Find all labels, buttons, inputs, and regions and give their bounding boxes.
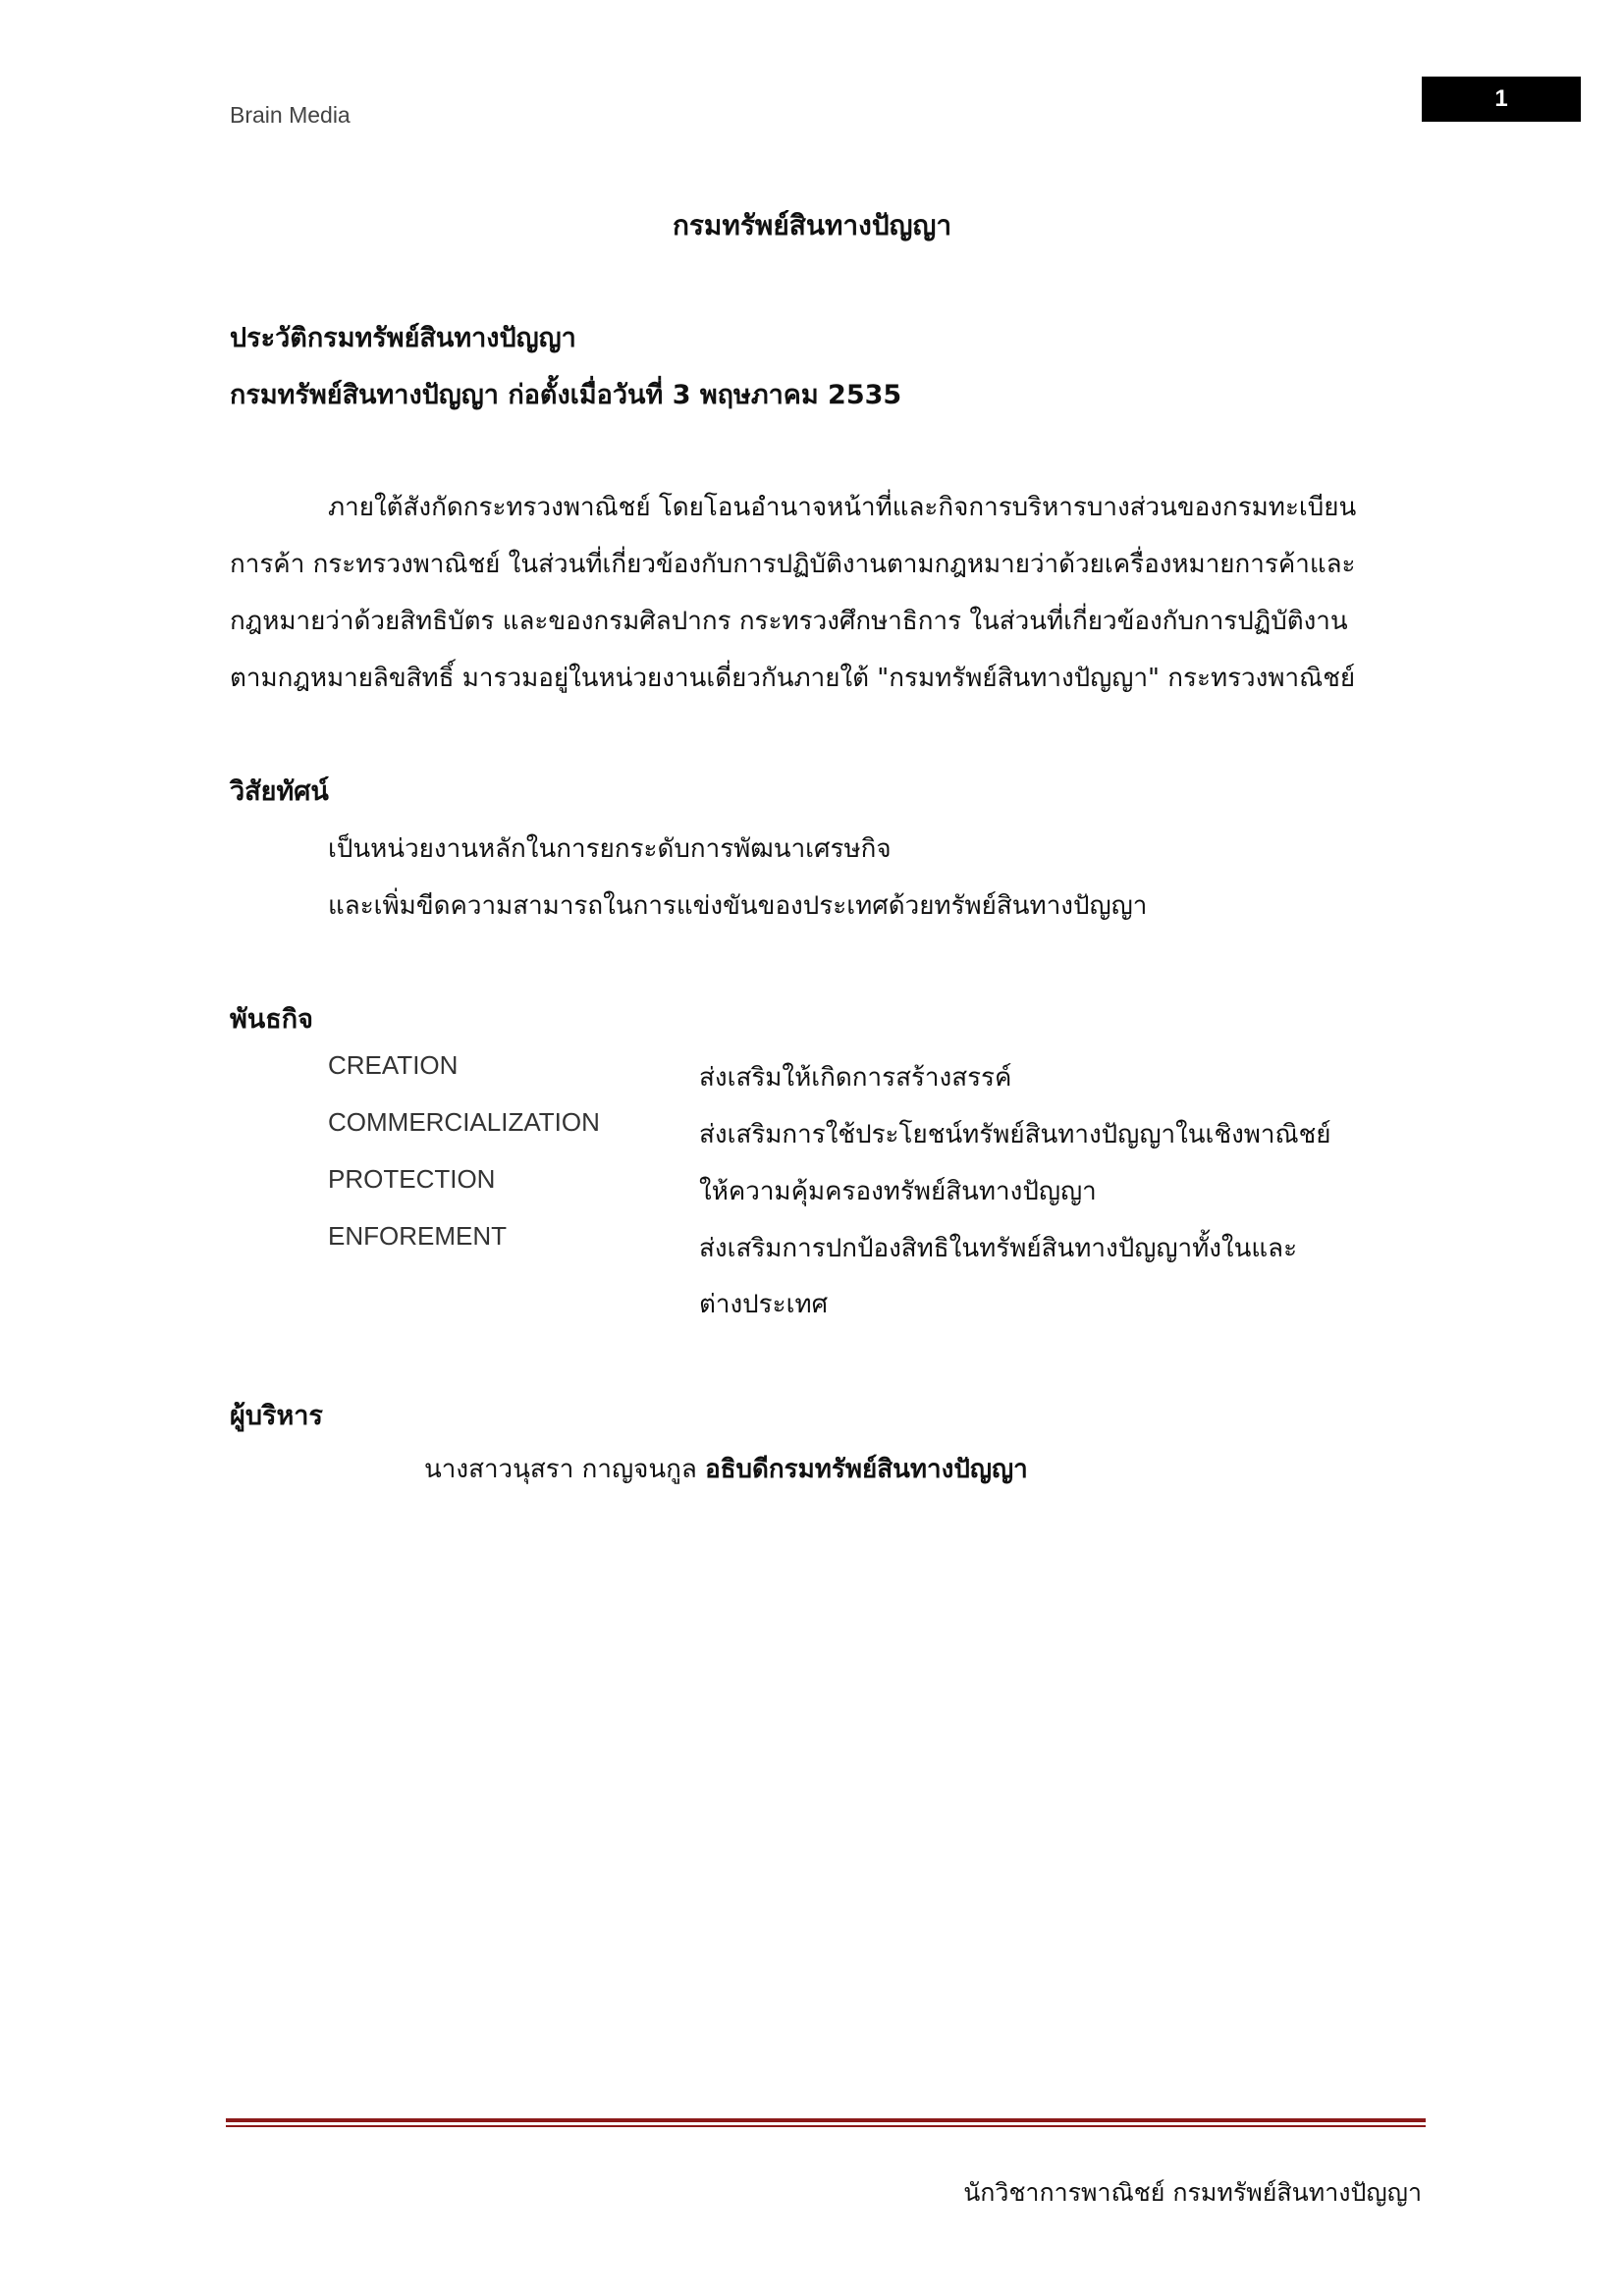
footer-divider — [226, 2125, 1426, 2127]
header-brand-label: Brain Media — [230, 102, 351, 128]
vision-heading: วิสัยทัศน์ — [230, 776, 329, 807]
mission-desc-line: ต่างประเทศ — [699, 1290, 829, 1319]
mission-item — [328, 1164, 1408, 1220]
mission-item — [328, 1050, 1408, 1106]
page-number-badge — [1422, 77, 1581, 122]
paragraph-line: ภายใต้สังกัดกระทรวงพาณิชย์ โดยโอนอำนาจหน้าที่และกิจการบริหารบางส่วนของกรมทะเบียน — [328, 493, 1357, 522]
executive-position: อธิบดีกรมทรัพย์สินทางปัญญา — [705, 1455, 1028, 1484]
paragraph-line: ตามกฎหมายลิขสิทธิ์ มารวมอยู่ในหน่วยงานเดี่ยวกันภายใต้ "กรมทรัพย์สินทางปัญญา" กระทรวงพาณิชย์ — [230, 664, 1356, 693]
vision-line: เป็นหน่วยงานหลักในการยกระดับการพัฒนาเศรษกิจ — [328, 834, 892, 864]
mission-desc — [699, 1221, 1408, 1333]
mission-key: CREATION — [328, 1050, 459, 1080]
vision-line: และเพิ่มขีดความสามารถในการแข่งขันของประเทศด้วยทรัพย์สินทางปัญญา — [328, 891, 1148, 921]
page-title: กรมทรัพย์สินทางปัญญา — [672, 209, 952, 241]
page-number: 1 — [1494, 85, 1508, 112]
history-subheading: กรมทรัพย์สินทางปัญญา ก่อตั้งเมื่อวันที่ 3 พฤษภาคม 2535 — [230, 380, 902, 410]
history-heading: ประวัติกรมทรัพย์สินทางปัญญา — [230, 323, 576, 353]
mission-desc-line: ส่งเสริมการปกป้องสิทธิในทรัพย์สินทางปัญญาทั้งในและ — [699, 1234, 1298, 1263]
mission-item — [328, 1107, 1408, 1163]
executive-line — [424, 1449, 1028, 1489]
mission-item — [328, 1221, 1408, 1333]
executive-heading: ผู้บริหาร — [230, 1401, 323, 1431]
footer-text: นักวิชาการพาณิชย์ กรมทรัพย์สินทางปัญญา — [963, 2178, 1422, 2207]
history-paragraph — [230, 479, 1408, 707]
executive-name: นางสาวนุสรา กาญจนกูล — [424, 1455, 697, 1484]
mission-desc: ส่งเสริมการใช้ประโยชน์ทรัพย์สินทางปัญญาในเชิงพาณิชย์ — [699, 1120, 1331, 1149]
mission-key: ENFOREMENT — [328, 1221, 507, 1251]
mission-key: PROTECTION — [328, 1164, 496, 1194]
footer-divider — [226, 2118, 1426, 2122]
mission-desc: ส่งเสริมให้เกิดการสร้างสรรค์ — [699, 1063, 1012, 1093]
mission-key: COMMERCIALIZATION — [328, 1107, 600, 1137]
paragraph-line: กฎหมายว่าด้วยสิทธิบัตร และของกรมศิลปากร กระทรวงศึกษาธิการ ในส่วนที่เกี่ยวข้องกับการปฏิบัติงาน — [230, 607, 1348, 636]
mission-desc: ให้ความคุ้มครองทรัพย์สินทางปัญญา — [699, 1177, 1097, 1206]
paragraph-line: การค้า กระทรวงพาณิชย์ ในส่วนที่เกี่ยวข้องกับการปฏิบัติงานตามกฎหมายว่าด้วยเครื่องหมายการค้าและ — [230, 550, 1356, 579]
mission-heading: พันธกิจ — [230, 1004, 313, 1035]
